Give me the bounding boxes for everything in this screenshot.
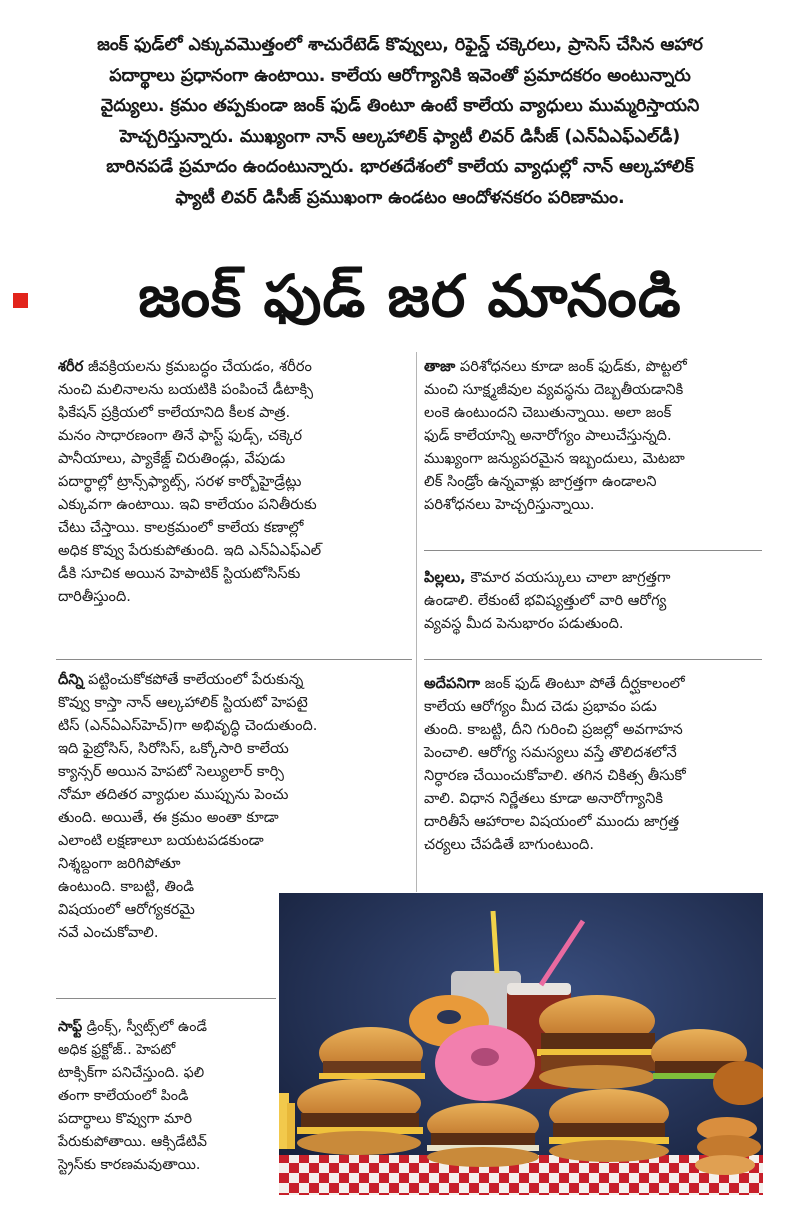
paragraph-line: శరీర జీవక్రియలను క్రమబద్ధం చేయడం, శరీరం: [58, 358, 312, 375]
intro-line: హెచ్చరిస్తున్నారు. ముఖ్యంగా నాన్ ఆల్కహాలిక్ ఫ్యాటీ లివర్ డిసీజ్ (ఎన్ఏఎఫ్ఎల్‌డీ): [119, 126, 681, 147]
paragraph-line: ఫుడ్ కాలేయాన్ని అనారోగ్యం పాలుచేస్తున్నది.: [424, 427, 672, 444]
paragraph-line: స్ట్రెస్‌కు కారణమవుతాయి.: [58, 1157, 201, 1173]
right-block-2: [424, 566, 764, 635]
paragraph-line: తాజా పరిశోధనలు కూడా జంక్ ఫుడ్‌కు, పొట్టలో: [424, 358, 687, 375]
paragraph-line: తుంది. అయితే, ఈ క్రమం అంతా కూడా: [58, 809, 279, 826]
right-block-3: [424, 672, 764, 856]
paragraph-line: వాలి. విధాన నిర్ణేతలు కూడా అనారోగ్యానికి: [424, 790, 663, 807]
red-square-bullet-icon: [13, 293, 28, 308]
paragraph-line: కాలేయ ఆరోగ్యం మీద చెడు ప్రభావం పడు: [424, 698, 657, 715]
left-block-3: [58, 1016, 278, 1177]
paragraph-line: తుంది. కాబట్టి, దీని గురించి ప్రజల్లో అవగాహన: [424, 721, 683, 738]
paragraph-line: లంకె ఉంటుందని చెబుతున్నాయి. అలా జంక్: [424, 404, 672, 421]
paragraph-line: ముఖ్యంగా జన్యుపరమైన ఇబ్బందులు, మెటబా: [424, 450, 685, 467]
paragraph-line: పెంచాలి. ఆరోగ్య సమస్యలు వస్తే తొలిదశలోనే: [424, 744, 677, 761]
paragraph-line: పదార్థాల్లో ట్రాన్స్‌ఫ్యాట్స్, సరళ కార్బోహైడ్రేట్లు: [58, 473, 302, 490]
paragraph-line: టాక్సిక్‌గా పనిచేస్తుంది. ఫలి: [58, 1065, 205, 1081]
paragraph-lead: శరీర: [58, 358, 84, 375]
paragraph-line: ఫికేషన్ ప్రక్రియలో కాలేయానిది కీలక పాత్ర.: [58, 404, 291, 421]
paragraph-line: చేటు చేస్తాయి. కాలక్రమంలో కాలేయ కణాల్లో: [58, 519, 304, 536]
intro-line: పదార్థాలు ప్రధానంగా ఉంటాయి. కాలేయ ఆరోగ్యానికి ఇవెంతో ప్రమాదకరం అంటున్నారు: [109, 65, 691, 86]
intro-paragraph: [40, 30, 760, 213]
paragraph-line: విషయంలో ఆరోగ్యకరమై: [58, 901, 195, 918]
paragraph-line: మనం సాధారణంగా తినే ఫాస్ట్ ఫుడ్స్, చక్కెర: [58, 427, 303, 444]
paragraph-line: దీన్ని పట్టించుకోకపోతే కాలేయంలో పేరుకున్న: [58, 671, 304, 688]
paragraph-lead: పిల్లలు,: [424, 569, 466, 586]
paragraph-lead: సాఫ్ట్: [58, 1019, 83, 1035]
paragraph-lead: దీన్ని: [58, 671, 84, 688]
paragraph-line: డీకి సూచిక అయిన హెపాటిక్ స్టియటోసిస్‌కు: [58, 565, 301, 582]
paragraph-line: వ్యవస్థ మీద పెనుభారం పడుతుంది.: [424, 615, 624, 632]
paragraph-line: అధిక కొవ్వు పేరుకుపోతుంది. ఇది ఎన్ఏఎఫ్ఎల్: [58, 542, 322, 559]
intro-line: ఫ్యాటీ లివర్ డిసీజ్ ప్రముఖంగా ఉండటం ఆందోళనకరం పరిణామం.: [175, 187, 625, 208]
paragraph-lead: అదేపనిగా: [424, 675, 481, 692]
paragraph-line: టిస్ (ఎన్ఏఎస్‌హెచ్)గా అభివృద్ధి చెందుతుంది.: [58, 717, 318, 734]
paragraph-line: పేరుకుపోతాయి. ఆక్సిడేటివ్: [58, 1134, 207, 1150]
section-divider: [56, 659, 412, 660]
paragraph-line: పదార్థాలు కొవ్వుగా మారి: [58, 1111, 193, 1127]
paragraph-lead: తాజా: [424, 358, 456, 375]
section-divider: [56, 998, 276, 999]
paragraph-line: ఇది ఫైబ్రోసిస్, సిరోసిస్, ఒక్కోసారి కాలేయ: [58, 740, 289, 757]
paragraph-line: నుంచి మలినాలను బయటికి పంపించే డీటాక్సి: [58, 381, 314, 398]
paragraph-line: ఎక్కువగా ఉంటాయి. ఇవి కాలేయం పనితీరుకు: [58, 496, 317, 513]
paragraph-line: లిక్ సిండ్రోం ఉన్నవాళ్లు జాగ్రత్తగా ఉండాలని: [424, 473, 657, 490]
column-divider: [416, 352, 417, 892]
section-divider: [424, 550, 762, 551]
headline: జంక్ ఫుడ్ జర మానండి: [138, 262, 682, 330]
paragraph-line: కొవ్వు కాస్తా నాన్ ఆల్కహాలిక్ స్టియటో హెపటై: [58, 694, 308, 711]
junk-food-illustration: [279, 893, 763, 1195]
paragraph-line: దారితీస్తుంది.: [58, 588, 131, 605]
right-block-1: [424, 355, 764, 516]
junk-food-photo: [279, 893, 763, 1195]
paragraph-line: ఉంటుంది. కాబట్టి, తిండి: [58, 878, 195, 895]
paragraph-line: నిశ్శబ్దంగా జరిగిపోతూ: [58, 855, 181, 872]
intro-line: బారినపడే ప్రమాదం ఉందంటున్నారు. భారతదేశంలో కాలేయ వ్యాధుల్లో నాన్ ఆల్కహాలిక్: [106, 157, 694, 177]
intro-line: వైద్యులు. క్రమం తప్పకుండా జంక్ ఫుడ్ తింటూ ఉంటే కాలేయ వ్యాధులు ముమ్మరిస్తాయని: [100, 96, 700, 116]
paragraph-line: పిల్లలు, కౌమార వయస్కులు చాలా జాగ్రత్తగా: [424, 569, 671, 586]
paragraph-line: తంగా కాలేయంలో పిండి: [58, 1088, 189, 1104]
left-block-1: [58, 355, 412, 608]
paragraph-line: దారితీసే ఆహారాల విషయంలో ముందు జాగ్రత్త: [424, 813, 680, 830]
paragraph-line: చర్యలు చేపడితే బాగుంటుంది.: [424, 836, 594, 853]
paragraph-line: నిర్ధారణ చేయించుకోవాలి. తగిన చికిత్స తీసుకో: [424, 767, 686, 784]
paragraph-line: పరిశోధనలు హెచ్చరిస్తున్నాయి.: [424, 496, 595, 513]
intro-line: జంక్ ఫుడ్‌లో ఎక్కువమొత్తంలో శాచురేటెడ్ కొవ్వులు, రిఫైన్డ్ చక్కెరలు, ప్రాసెస్ చేసిన ఆహార: [97, 35, 703, 55]
paragraph-line: పానీయాలు, ప్యాకేజ్డ్ చిరుతిండ్లు, వేపుడు: [58, 450, 286, 467]
paragraph-line: అదేపనిగా జంక్ ఫుడ్ తింటూ పోతే దీర్ఘకాలంలో: [424, 675, 685, 692]
paragraph-line: అధిక ఫ్రక్టోజ్.. హెపటో: [58, 1042, 176, 1058]
paragraph-line: నోమా తదితర వ్యాధుల ముప్పును పెంచు: [58, 786, 289, 803]
paragraph-line: క్యాన్సర్ అయిన హెపటో సెల్యులార్ కార్సి: [58, 763, 284, 780]
paragraph-line: మంచి సూక్ష్మజీవుల వ్యవస్థను దెబ్బతీయడానికి: [424, 381, 684, 398]
paragraph-line: సాఫ్ట్ డ్రింక్స్, స్వీట్స్‌లో ఉండే: [58, 1019, 207, 1035]
paragraph-line: నవే ఎంచుకోవాలి.: [58, 924, 159, 941]
paragraph-line: ఎలాంటి లక్షణాలూ బయటపడకుండా: [58, 832, 264, 849]
headline-block: [0, 248, 800, 344]
paragraph-line: ఉండాలి. లేకుంటే భవిష్యత్తులో వారి ఆరోగ్య: [424, 592, 667, 609]
section-divider: [424, 659, 762, 660]
